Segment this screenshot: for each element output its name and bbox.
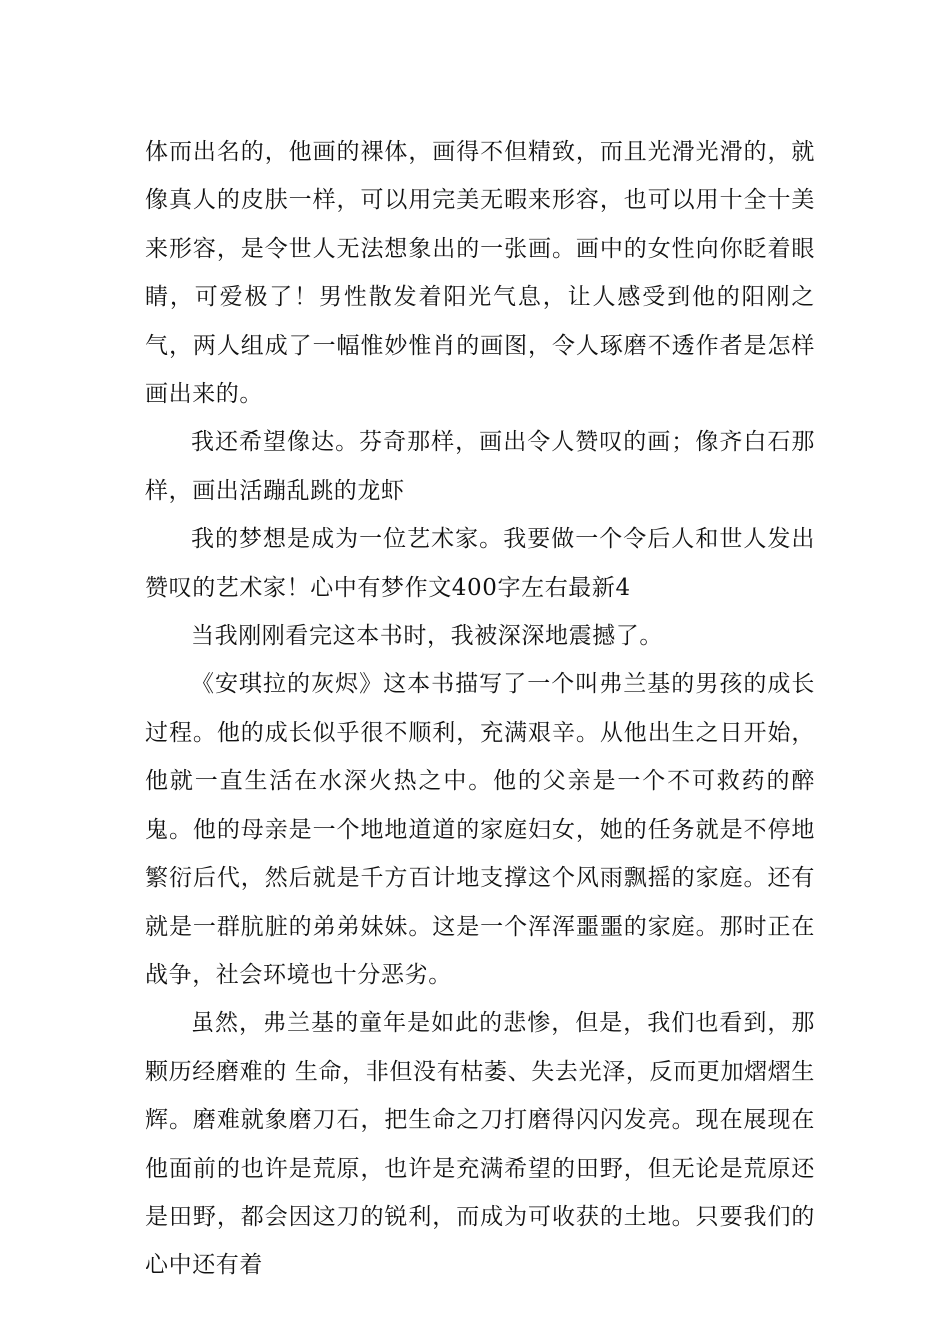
paragraph-2: 我还希望像达。芬奇那样，画出令人赞叹的画；像齐白石那样，画出活蹦乱跳的龙虾 [145,429,815,504]
paragraph-1: 体而出名的，他画的裸体，画得不但精致，而且光滑光滑的，就像真人的皮肤一样，可以用完美无暇来形容，也可以用十全十美来形容，是令世人无法想象出的一张画。画中的女性向你眨着眼睛，可爱极了！男性散发着阳光气息，让人感受到他的阳刚之气，两人组成了一幅惟妙惟肖的画图，令人琢磨不透作者是怎样画出来的。 [145,139,815,408]
paragraph-4: 当我刚刚看完这本书时，我被深深地震撼了。 [191,623,663,650]
paragraph-6: 虽然，弗兰基的童年是如此的悲惨，但是，我们也看到，那颗历经磨难的 生命，非但没有枯萎、失去光泽，反而更加熠熠生辉。磨难就象磨刀石，把生命之刀打磨得闪闪发亮。现在展现在他面前的也许是荒原，也许是充满希望的田野，但无论是荒原还是田野，都会因这刀的锐利，而成为可收获的土地。只要我们的心中还有着 [145,1010,815,1279]
paragraph-5: 《安琪拉的灰烬》这本书描写了一个叫弗兰基的男孩的成长过程。他的成长似乎很不顺利，充满艰辛。从他出生之日开始，他就一直生活在水深火热之中。他的父亲是一个不可救药的醉鬼。他的母亲是一个地地道道的家庭妇女，她的任务就是不停地繁衍后代，然后就是千方百计地支撑这个风雨飘摇的家庭。还有就是一群肮脏的弟弟妹妹。这是一个浑浑噩噩的家庭。那时正在战争，社会环境也十分恶劣。 [145,671,815,988]
paragraph-3: 我的梦想是成为一位艺术家。我要做一个令后人和世人发出赞叹的艺术家！心中有梦作文400字左右最新4 [145,526,815,601]
document-body [145,128,815,1290]
